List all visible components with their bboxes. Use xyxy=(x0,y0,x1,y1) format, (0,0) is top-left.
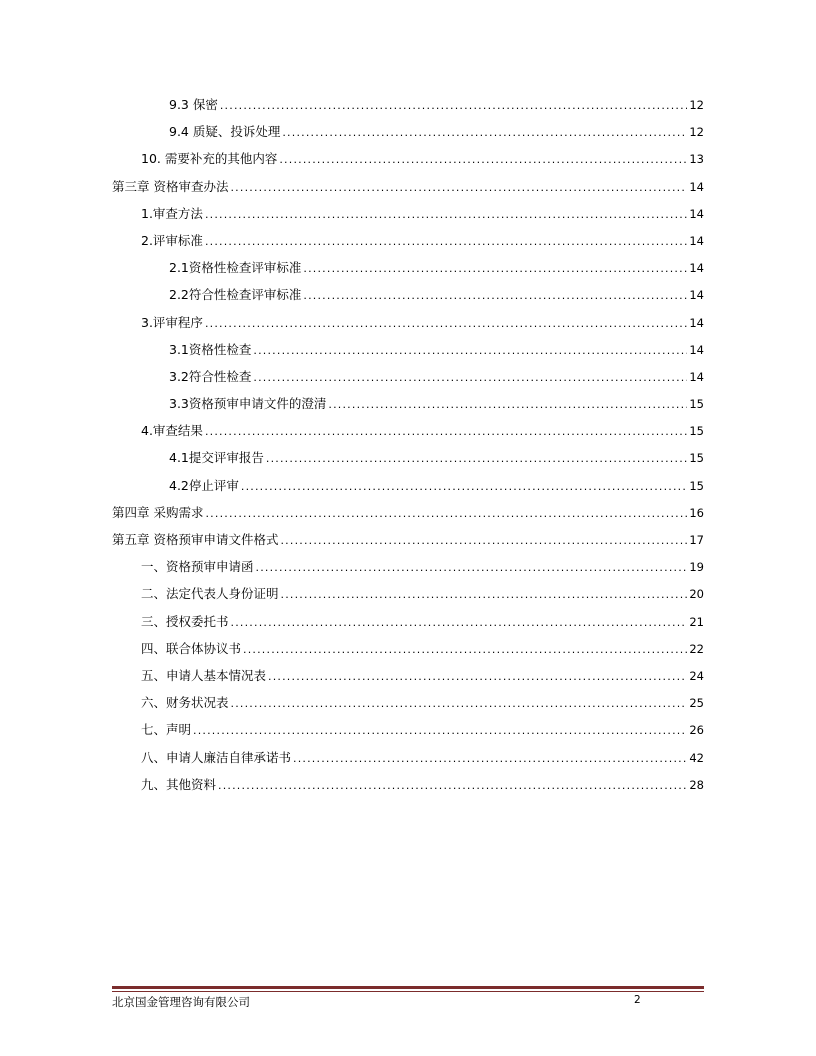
toc-entry-page-number: 12 xyxy=(689,125,704,140)
toc-dot-leader xyxy=(205,500,687,527)
toc-entry-label: 五、申请人基本情况表 xyxy=(141,667,267,683)
toc-entry-page-number: 14 xyxy=(689,288,704,303)
toc-entry-label: 4.2停止评审 xyxy=(169,477,239,493)
toc-entry-label: 第三章 资格审查办法 xyxy=(112,178,229,194)
toc-dot-leader xyxy=(243,636,687,663)
toc-entry-page-number: 15 xyxy=(689,424,704,439)
toc-dot-leader xyxy=(268,663,687,690)
toc-dot-leader xyxy=(266,445,687,472)
toc-entry[interactable] xyxy=(112,390,704,417)
toc-entry-label: 4.审查结果 xyxy=(141,423,203,439)
toc-dot-leader xyxy=(205,201,687,228)
toc-entry[interactable] xyxy=(112,363,704,390)
toc-entry[interactable] xyxy=(112,608,704,635)
toc-dot-leader xyxy=(328,391,687,418)
toc-dot-leader xyxy=(253,337,687,364)
toc-entry-page-number: 15 xyxy=(689,397,704,412)
toc-entry[interactable] xyxy=(112,118,704,145)
toc-entry[interactable] xyxy=(112,444,704,471)
toc-entry[interactable] xyxy=(112,91,704,118)
toc-entry[interactable] xyxy=(112,526,704,553)
toc-dot-leader xyxy=(282,119,687,146)
toc-entry-page-number: 26 xyxy=(689,723,704,738)
toc-entry-page-number: 20 xyxy=(689,587,704,602)
toc-dot-leader xyxy=(303,255,687,282)
toc-entry-label: 四、联合体协议书 xyxy=(141,640,242,656)
toc-entry-page-number: 19 xyxy=(689,560,704,575)
toc-entry[interactable] xyxy=(112,281,704,308)
toc-entry-page-number: 15 xyxy=(689,478,704,493)
toc-entry-page-number: 13 xyxy=(689,152,704,167)
toc-entry-label: 六、财务状况表 xyxy=(141,695,229,711)
toc-entry-label: 3.3资格预审申请文件的澄清 xyxy=(169,396,327,412)
toc-entry-label: 2.1资格性检查评审标准 xyxy=(169,260,302,276)
footer-page-number: 2 xyxy=(634,994,641,1006)
toc-dot-leader xyxy=(281,581,688,608)
table-of-contents xyxy=(112,91,704,798)
toc-entry-page-number: 21 xyxy=(689,614,704,629)
toc-entry-label: 八、申请人廉洁自律承诺书 xyxy=(141,749,292,765)
toc-dot-leader xyxy=(205,418,687,445)
toc-entry[interactable] xyxy=(112,254,704,281)
toc-entry[interactable] xyxy=(112,580,704,607)
toc-entry[interactable] xyxy=(112,499,704,526)
toc-entry-page-number: 14 xyxy=(689,261,704,276)
toc-dot-leader xyxy=(241,473,687,500)
toc-entry-page-number: 14 xyxy=(689,315,704,330)
toc-dot-leader xyxy=(231,690,688,717)
toc-entry[interactable] xyxy=(112,173,704,200)
toc-entry-label: 9.3 保密 xyxy=(169,97,218,112)
toc-entry-page-number: 14 xyxy=(689,342,704,357)
toc-dot-leader xyxy=(303,282,687,309)
toc-entry[interactable] xyxy=(112,553,704,580)
toc-entry-page-number: 16 xyxy=(689,505,704,520)
toc-entry-label: 九、其他资料 xyxy=(141,776,217,792)
toc-entry-label: 第五章 资格预审申请文件格式 xyxy=(112,532,279,547)
toc-dot-leader xyxy=(279,146,687,173)
toc-dot-leader xyxy=(220,92,688,119)
toc-dot-leader xyxy=(253,364,687,391)
toc-entry-label: 第四章 采购需求 xyxy=(112,504,204,520)
toc-entry-page-number: 28 xyxy=(689,777,704,792)
toc-entry-page-number: 14 xyxy=(689,369,704,384)
toc-entry-label: 七、声明 xyxy=(141,722,192,738)
toc-entry[interactable] xyxy=(112,200,704,227)
toc-entry-label: 9.4 质疑、投诉处理 xyxy=(169,124,281,140)
toc-entry[interactable] xyxy=(112,744,704,771)
toc-dot-leader xyxy=(205,310,687,337)
toc-dot-leader xyxy=(231,609,688,636)
toc-entry-page-number: 24 xyxy=(689,668,704,683)
toc-dot-leader xyxy=(193,717,687,744)
footer-rule xyxy=(112,986,704,992)
toc-entry[interactable] xyxy=(112,309,704,336)
toc-dot-leader xyxy=(256,554,688,581)
toc-entry-page-number: 25 xyxy=(689,696,704,711)
toc-entry-page-number: 14 xyxy=(689,179,704,194)
toc-dot-leader xyxy=(218,772,687,799)
toc-entry[interactable] xyxy=(112,716,704,743)
footer-company-name: 北京国金管理咨询有限公司 xyxy=(112,995,250,1009)
toc-entry-page-number: 17 xyxy=(689,533,704,547)
toc-entry-label: 3.2符合性检查 xyxy=(169,368,252,384)
toc-entry-page-number: 42 xyxy=(689,750,704,765)
toc-dot-leader xyxy=(230,174,687,201)
toc-entry-label: 二、法定代表人身份证明 xyxy=(141,586,279,602)
toc-entry[interactable] xyxy=(112,662,704,689)
toc-entry-label: 3.评审程序 xyxy=(141,314,203,330)
toc-entry-page-number: 15 xyxy=(689,451,704,466)
toc-entry-page-number: 12 xyxy=(689,98,704,112)
toc-entry-label: 10. 需要补充的其他内容 xyxy=(141,151,278,167)
toc-entry[interactable] xyxy=(112,472,704,499)
toc-entry-label: 2.评审标准 xyxy=(141,232,203,248)
toc-entry-page-number: 14 xyxy=(689,206,704,221)
toc-entry-label: 2.2符合性检查评审标准 xyxy=(169,287,302,303)
toc-dot-leader xyxy=(205,228,687,255)
toc-entry[interactable] xyxy=(112,771,704,798)
toc-entry-label: 4.1提交评审报告 xyxy=(169,450,264,466)
toc-entry-page-number: 14 xyxy=(689,233,704,248)
toc-entry-label: 一、资格预审申请函 xyxy=(141,559,254,575)
toc-entry[interactable] xyxy=(112,689,704,716)
toc-entry-label: 三、授权委托书 xyxy=(141,613,229,629)
toc-entry-page-number: 22 xyxy=(689,641,704,656)
toc-entry-label: 3.1资格性检查 xyxy=(169,341,252,357)
toc-entry[interactable] xyxy=(112,336,704,363)
toc-entry[interactable] xyxy=(112,227,704,254)
toc-dot-leader xyxy=(293,745,687,772)
toc-dot-leader xyxy=(280,527,687,554)
toc-entry[interactable] xyxy=(112,417,704,444)
toc-entry[interactable] xyxy=(112,635,704,662)
toc-entry[interactable] xyxy=(112,145,704,172)
toc-entry-label: 1.审查方法 xyxy=(141,205,203,221)
